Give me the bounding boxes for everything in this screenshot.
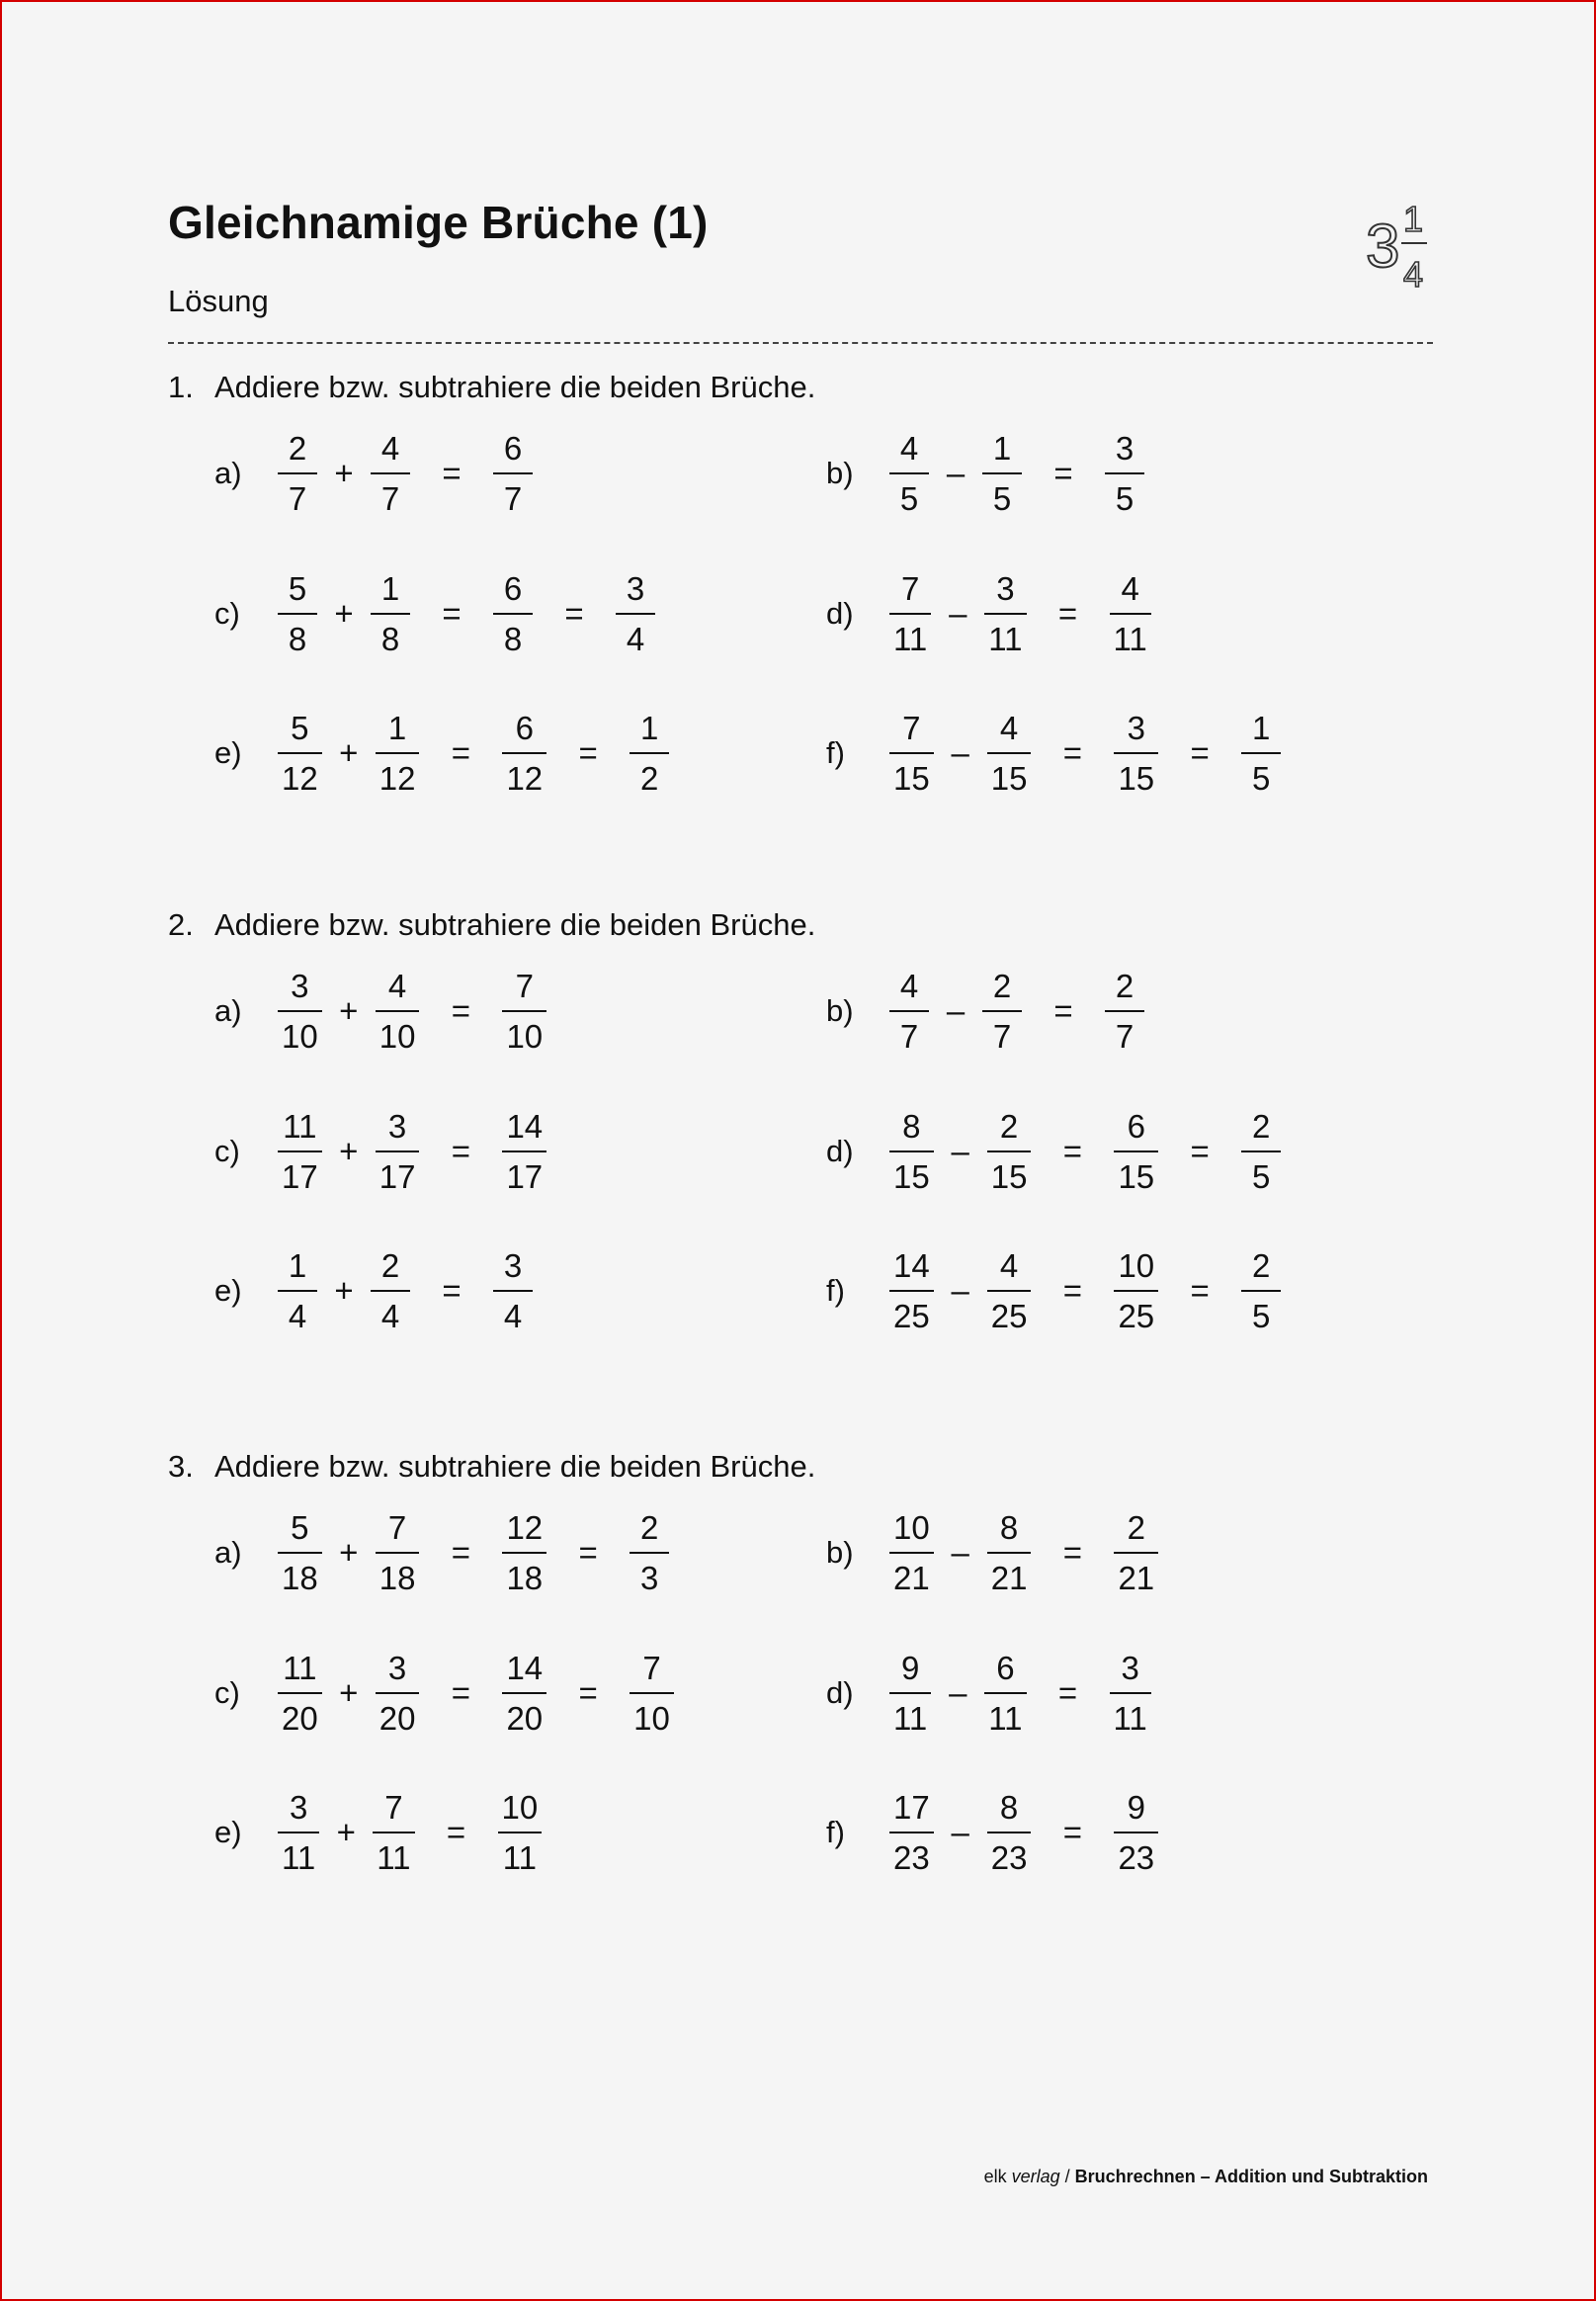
result-fraction [1114,1110,1158,1193]
right-fraction [376,970,420,1053]
left-fraction [278,432,317,515]
result-fraction [1114,712,1158,795]
result-fraction [1110,572,1151,655]
left-fraction [889,572,931,655]
denominator: 23 [1118,1839,1155,1876]
operator: – [951,1814,969,1850]
numerator: 10 [501,1789,539,1826]
numerator: 3 [1127,710,1145,746]
left-fraction [889,1511,934,1594]
denominator: 10 [633,1700,670,1737]
problem-label: f) [826,735,845,770]
fraction-problem [214,429,533,518]
left-fraction [889,712,934,795]
numerator: 3 [387,1650,407,1686]
denominator: 4 [503,1298,523,1334]
denominator: 4 [380,1298,400,1334]
denominator: 10 [282,1018,318,1055]
problem-label: b) [826,1535,854,1570]
fraction-problem [826,709,1281,798]
equals-sign: = [451,1674,471,1711]
page-subtitle: Lösung [168,284,269,318]
denominator: 10 [506,1018,544,1055]
numerator: 2 [992,968,1012,1004]
numerator: 3 [1115,430,1134,467]
numerator: 7 [515,968,534,1004]
problem-label: e) [214,1815,242,1849]
equals-sign: = [578,1534,598,1571]
numerator: 14 [893,1247,930,1284]
equals-sign: = [446,1814,466,1850]
left-fraction [889,432,929,515]
problem-label: e) [214,735,242,770]
operator: – [946,455,966,491]
denominator: 5 [992,480,1012,517]
denominator: 15 [893,760,930,797]
task-number: 2. [168,907,194,942]
result-fraction [1114,1249,1158,1332]
footer-series: Bruchrechnen – Addition und Subtraktion [1074,2167,1428,2186]
numerator: 17 [893,1789,930,1826]
denominator: 21 [1118,1560,1155,1596]
result-fraction [1114,1791,1158,1874]
numerator: 4 [387,968,407,1004]
right-fraction [982,432,1022,515]
numerator: 3 [626,570,645,607]
result-fraction [502,970,546,1053]
operator: – [946,992,966,1029]
left-fraction [278,712,322,795]
operator: + [336,1814,356,1850]
problem-label: d) [826,1675,854,1710]
denominator: 20 [282,1700,318,1737]
right-fraction [982,970,1022,1053]
fraction-problem [214,1508,669,1597]
numerator: 4 [380,430,400,467]
numerator: 4 [1121,570,1139,607]
denominator: 5 [1251,1298,1271,1334]
left-fraction [278,572,317,655]
numerator: 1 [639,710,659,746]
problem-label: a) [214,456,242,490]
denominator: 7 [899,1018,919,1055]
fraction-problem [214,1246,533,1335]
numerator: 6 [1127,1108,1145,1145]
problem-label: c) [214,1134,240,1168]
operator: – [949,1674,967,1711]
page-title: Gleichnamige Brüche (1) [168,197,709,248]
right-fraction [984,572,1026,655]
denominator: 7 [288,480,307,517]
operator: + [339,734,359,771]
left-fraction [278,1110,322,1193]
denominator: 18 [378,1560,416,1596]
equals-sign: = [451,734,471,771]
numerator: 6 [996,1650,1015,1686]
result-fraction [1105,970,1144,1053]
equals-sign: = [1062,1814,1083,1850]
result-fraction [630,1511,669,1594]
operator: – [951,1534,969,1571]
numerator: 1 [288,1247,307,1284]
denominator: 4 [626,621,645,657]
right-fraction [376,1110,420,1193]
denominator: 25 [1118,1298,1155,1334]
numerator: 1 [380,570,400,607]
left-fraction [889,1249,934,1332]
fraction-problem [826,1649,1151,1738]
left-fraction [889,1652,931,1735]
equals-sign: = [451,1534,471,1571]
problem-label: f) [826,1273,845,1308]
numerator: 5 [291,1509,309,1546]
fraction-problem [214,1788,542,1877]
denominator: 12 [506,760,544,797]
fraction-problem [214,569,655,658]
numerator: 1 [1251,710,1271,746]
left-fraction [278,1249,317,1332]
task-number: 3. [168,1449,194,1484]
operator: – [951,1272,969,1309]
equals-sign: = [578,1674,598,1711]
result-fraction [1114,1511,1158,1594]
problem-label: b) [826,993,854,1028]
denominator: 17 [506,1158,544,1195]
equals-sign: = [1062,734,1083,771]
denominator: 15 [990,1158,1028,1195]
result-fraction [1105,432,1144,515]
right-fraction [987,1110,1032,1193]
numerator: 2 [1251,1247,1271,1284]
result-fraction [493,572,533,655]
right-fraction [373,1791,414,1874]
left-fraction [889,970,929,1053]
result-fraction [616,572,655,655]
task-heading [168,1449,815,1485]
numerator: 4 [899,430,919,467]
right-fraction [987,1511,1032,1594]
result-fraction [493,1249,533,1332]
equals-sign: = [451,1133,471,1169]
dashed-divider [168,342,1433,344]
numerator: 2 [639,1509,659,1546]
denominator: 15 [1118,760,1155,797]
right-fraction [987,1791,1032,1874]
denominator: 8 [288,621,307,657]
task-heading [168,907,815,943]
denominator: 3 [639,1560,659,1596]
left-fraction [278,1511,322,1594]
operator: + [334,455,354,491]
equals-sign: = [1057,595,1078,632]
numerator: 7 [387,1509,407,1546]
numerator: 4 [899,968,919,1004]
denominator: 11 [502,1839,538,1876]
fraction-problem [826,1246,1281,1335]
problem-label: c) [214,1675,240,1710]
numerator: 7 [900,570,920,607]
denominator: 7 [380,480,400,517]
denominator: 11 [988,621,1023,657]
denominator: 11 [282,1839,316,1876]
equals-sign: = [1053,992,1073,1029]
problem-label: c) [214,596,240,631]
right-fraction [987,1249,1032,1332]
operator: – [949,595,967,632]
numerator: 3 [996,570,1015,607]
numerator: 2 [1127,1509,1145,1546]
denominator: 18 [506,1560,544,1596]
equals-sign: = [1062,1534,1083,1571]
denominator: 12 [282,760,318,797]
operator: + [339,992,359,1029]
equals-sign: = [451,992,471,1029]
denominator: 5 [1251,760,1271,797]
result-fraction [630,1652,674,1735]
problem-label: d) [826,596,854,631]
numerator: 7 [384,1789,403,1826]
fraction-problem [214,709,669,798]
numerator: 2 [1251,1108,1271,1145]
numerator: 5 [288,570,307,607]
numerator: 7 [642,1650,661,1686]
fraction-problem [214,967,546,1056]
equals-sign: = [1062,1272,1083,1309]
denominator: 15 [893,1158,930,1195]
numerator: 1 [992,430,1012,467]
denominator: 21 [990,1560,1028,1596]
result-fraction [493,432,533,515]
left-fraction [278,1791,319,1874]
fraction-problem [826,1788,1158,1877]
denominator: 11 [377,1839,411,1876]
task-instruction: Addiere bzw. subtrahiere die beiden Brüche. [214,907,816,942]
denominator: 11 [893,621,928,657]
left-fraction [278,1652,322,1735]
numerator: 9 [1127,1789,1145,1826]
numerator: 11 [283,1650,317,1686]
equals-sign: = [1190,1133,1210,1169]
denominator: 23 [893,1839,930,1876]
numerator: 6 [503,570,523,607]
denominator: 11 [1113,1700,1147,1737]
numerator: 8 [999,1509,1019,1546]
result-fraction [630,712,669,795]
task-heading [168,370,815,405]
result-fraction [1241,1110,1281,1193]
problem-label: f) [826,1815,845,1849]
denominator: 20 [506,1700,544,1737]
numerator: 3 [291,968,309,1004]
denominator: 5 [1251,1158,1271,1195]
result-fraction [1110,1652,1151,1735]
result-fraction [502,712,546,795]
numerator: 14 [506,1650,544,1686]
left-fraction [889,1791,934,1874]
denominator: 25 [990,1298,1028,1334]
equals-sign: = [1053,455,1073,491]
left-fraction [278,970,322,1053]
numerator: 6 [515,710,534,746]
equals-sign: = [442,455,462,491]
denominator: 15 [1118,1158,1155,1195]
result-fraction [502,1110,546,1193]
fraction-problem [214,1649,674,1738]
numerator: 2 [999,1108,1019,1145]
numerator: 9 [900,1650,920,1686]
equals-sign: = [1190,1272,1210,1309]
numerator: 8 [999,1789,1019,1826]
numerator: 3 [503,1247,523,1284]
denominator: 12 [378,760,416,797]
page-footer [984,2167,1428,2187]
mixed-fraction-logo-icon [1364,188,1433,297]
task-instruction: Addiere bzw. subtrahiere die beiden Brüche. [214,1449,816,1484]
equals-sign: = [1062,1133,1083,1169]
right-fraction [371,432,410,515]
numerator: 7 [902,710,921,746]
equals-sign: = [442,1272,462,1309]
task-number: 1. [168,370,194,404]
fraction-problem [826,429,1144,518]
result-fraction [1241,1249,1281,1332]
operator: + [339,1133,359,1169]
logo-whole: 3 [1366,213,1400,281]
footer-separator: / [1059,2167,1075,2186]
numerator: 14 [506,1108,544,1145]
numerator: 2 [288,430,307,467]
result-fraction [502,1511,546,1594]
numerator: 8 [902,1108,921,1145]
denominator: 10 [378,1018,416,1055]
denominator: 7 [1115,1018,1134,1055]
numerator: 2 [1115,968,1134,1004]
operator: + [334,1272,354,1309]
numerator: 3 [1121,1650,1139,1686]
fraction-problem [826,967,1144,1056]
denominator: 18 [282,1560,318,1596]
right-fraction [376,1511,420,1594]
denominator: 23 [990,1839,1028,1876]
problem-label: a) [214,993,242,1028]
denominator: 11 [893,1700,928,1737]
denominator: 5 [899,480,919,517]
footer-publisher: elk [983,2167,1007,2186]
denominator: 25 [893,1298,930,1334]
numerator: 11 [283,1108,317,1145]
denominator: 11 [1113,621,1147,657]
equals-sign: = [564,595,584,632]
numerator: 10 [1118,1247,1155,1284]
right-fraction [371,1249,410,1332]
denominator: 17 [282,1158,318,1195]
logo-denominator: 4 [1403,254,1424,295]
right-fraction [984,1652,1026,1735]
right-fraction [376,712,420,795]
denominator: 2 [639,760,659,797]
problem-label: a) [214,1535,242,1570]
operator: + [339,1534,359,1571]
problem-label: e) [214,1273,242,1308]
denominator: 8 [380,621,400,657]
equals-sign: = [1190,734,1210,771]
fraction-problem [214,1107,546,1196]
denominator: 21 [893,1560,930,1596]
numerator: 2 [380,1247,400,1284]
equals-sign: = [442,595,462,632]
numerator: 3 [289,1789,308,1826]
denominator: 15 [990,760,1028,797]
denominator: 11 [988,1700,1023,1737]
equals-sign: = [578,734,598,771]
operator: + [334,595,354,632]
operator: – [951,1133,969,1169]
task-instruction: Addiere bzw. subtrahiere die beiden Brüche. [214,370,816,404]
result-fraction [498,1791,543,1874]
denominator: 17 [378,1158,416,1195]
denominator: 5 [1115,480,1134,517]
result-fraction [1241,712,1281,795]
denominator: 7 [992,1018,1012,1055]
problem-label: b) [826,456,854,490]
fraction-problem [826,1508,1158,1597]
right-fraction [987,712,1032,795]
left-fraction [889,1110,934,1193]
result-fraction [502,1652,546,1735]
logo-numerator: 1 [1403,199,1424,239]
operator: – [951,734,969,771]
fraction-problem [826,569,1151,658]
right-fraction [371,572,410,655]
numerator: 12 [506,1509,544,1546]
right-fraction [376,1652,420,1735]
problem-label: d) [826,1134,854,1168]
denominator: 8 [503,621,523,657]
operator: + [339,1674,359,1711]
fraction-problem [826,1107,1281,1196]
equals-sign: = [1057,1674,1078,1711]
numerator: 3 [387,1108,407,1145]
denominator: 20 [378,1700,416,1737]
numerator: 5 [291,710,309,746]
numerator: 4 [999,1247,1019,1284]
numerator: 6 [503,430,523,467]
denominator: 7 [503,480,523,517]
numerator: 1 [387,710,407,746]
numerator: 4 [999,710,1019,746]
denominator: 4 [288,1298,307,1334]
numerator: 10 [893,1509,930,1546]
footer-publisher-italic: verlag [1011,2167,1060,2186]
